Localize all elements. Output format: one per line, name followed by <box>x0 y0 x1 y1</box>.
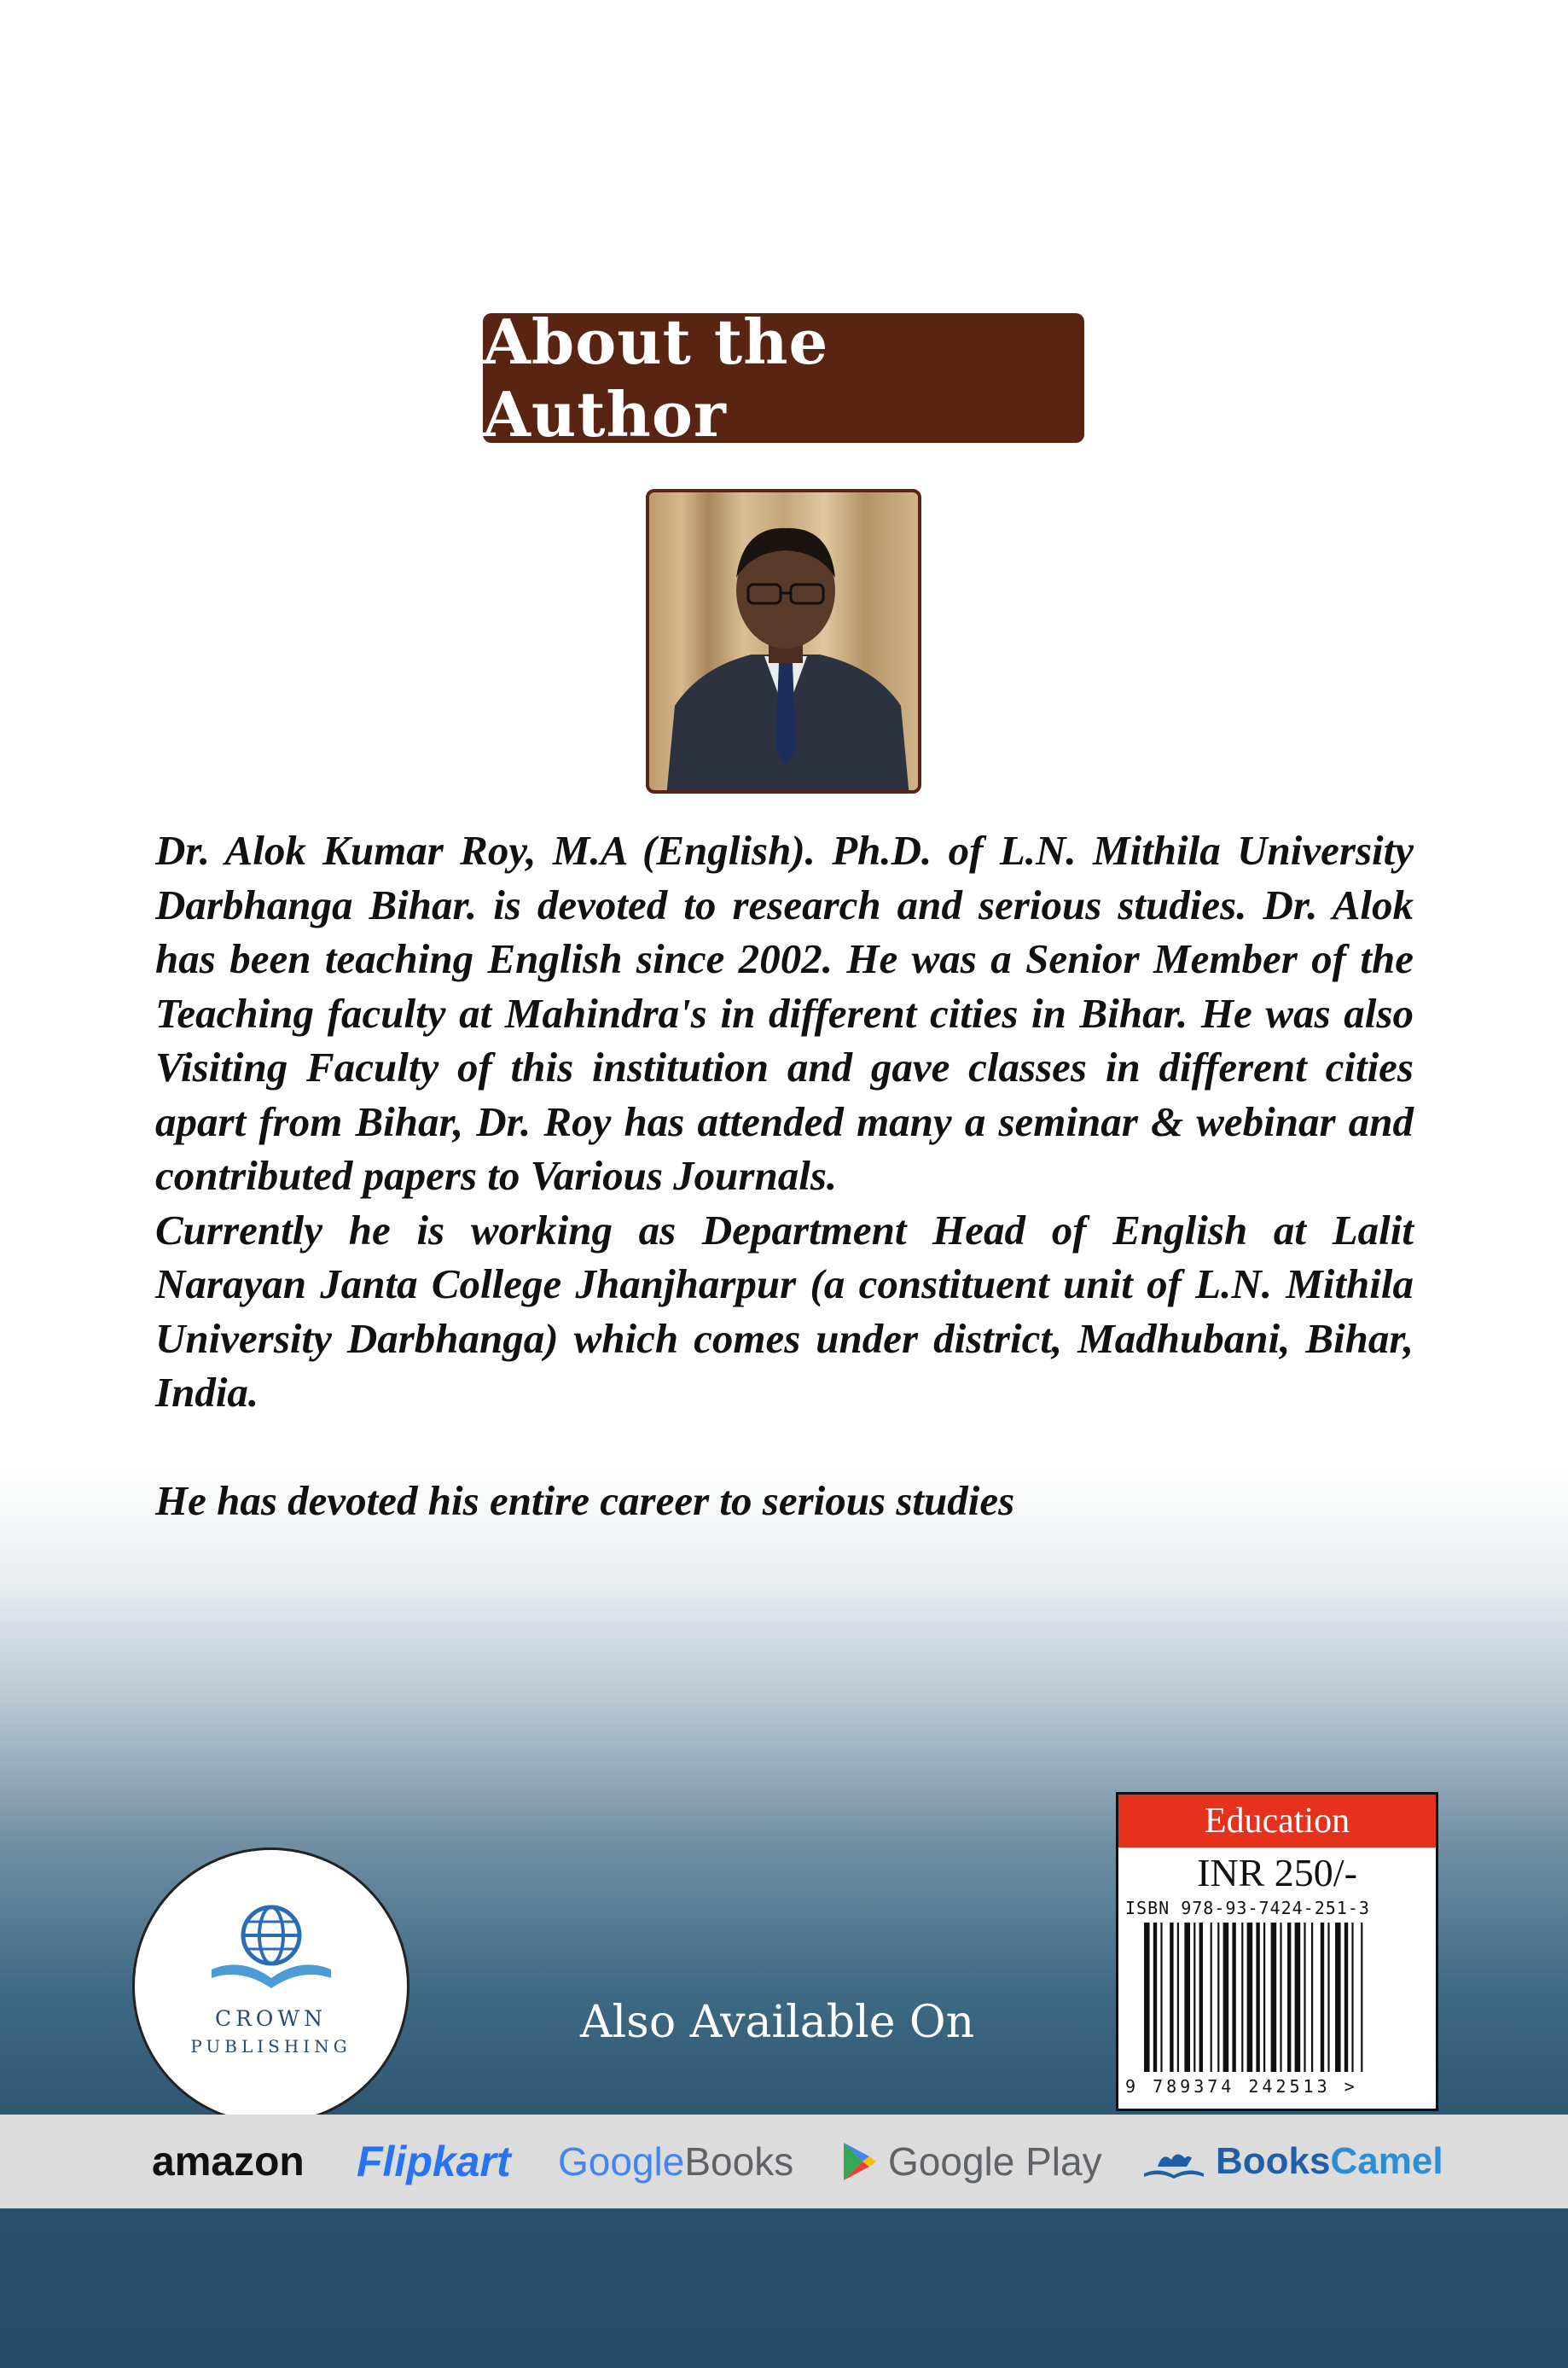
barcode-bar <box>1223 1923 1229 2072</box>
bio-paragraph-1: Dr. Alok Kumar Roy, M.A (English). Ph.D. of L.N. Mithila University Darbhanga Bihar. is devoted to research and serious studies. Dr. Alok has been teaching English since 2002. He was a Senior Member of the Teaching faculty at Mahindra's in different cities in Bihar. He was also Visiting Faculty of this institution and gave classes in different cities apart from Bihar, Dr. Roy has attended many a seminar & webinar and contributed papers to Various Journals. <box>155 827 1414 1199</box>
barcode-bar <box>1184 1923 1190 2072</box>
category-label: Education <box>1118 1795 1436 1847</box>
google-play-label: Google Play <box>888 2139 1102 2184</box>
barcode-bar <box>1199 1923 1203 2072</box>
barcode-bar <box>1153 1923 1157 2072</box>
barcode-bar <box>1304 1923 1305 2072</box>
camel-book-icon <box>1139 2143 1209 2180</box>
amazon-label: amazon <box>152 2138 305 2185</box>
barcode-bar <box>1241 1923 1243 2072</box>
author-portrait-image <box>649 492 921 794</box>
barcode-bar <box>1144 1923 1150 2072</box>
also-available-label: Also Available On <box>580 1997 975 2048</box>
barcode-bar <box>1170 1923 1173 2072</box>
about-author-heading: About the Author <box>483 313 1084 443</box>
barcode-bar <box>1361 1923 1362 2072</box>
bio-paragraph-2: Currently he is working as Department Head of English at Lalit Narayan Janta College Jhanjharpur (a constituent unit of L.N. Mithila University Darbhanga) which comes under district, Madhubani, Bihar, India. <box>155 1206 1414 1416</box>
amazon-logo[interactable] <box>152 2115 305 2208</box>
flipkart-logo[interactable] <box>357 2115 511 2208</box>
globe-book-icon <box>135 1850 412 2004</box>
barcode-bar <box>1280 1923 1281 2072</box>
barcode-bar <box>1351 1923 1353 2072</box>
barcode-bar <box>1327 1923 1329 2072</box>
price-isbn-box <box>1116 1792 1438 2111</box>
barcode-number: 9 789374 242513 > <box>1125 2076 1358 2097</box>
google-play-logo[interactable] <box>840 2115 1102 2208</box>
barcode-bar <box>1232 1923 1235 2072</box>
barcode-bar <box>1247 1923 1253 2072</box>
author-photo <box>646 489 921 794</box>
google-books-label-b: Books <box>684 2139 794 2184</box>
author-bio <box>155 823 1414 1527</box>
crown-publishing-logo <box>132 1847 409 2125</box>
barcode-bar <box>1321 1923 1324 2072</box>
barcode-bar <box>1217 1923 1219 2072</box>
bookscamel-label-a: Books <box>1216 2140 1331 2182</box>
barcode-bar <box>1335 1923 1341 2072</box>
flipkart-label: Flipkart <box>357 2138 511 2185</box>
barcode-bar <box>1256 1923 1259 2072</box>
play-triangle-icon <box>840 2140 878 2183</box>
barcode-bar <box>1177 1923 1179 2072</box>
barcode-bar <box>1287 1923 1291 2072</box>
barcode-bar <box>1263 1923 1265 2072</box>
barcode-bar <box>1271 1923 1277 2072</box>
isbn-label: ISBN 978-93-7424-251-3 <box>1125 1898 1370 1918</box>
barcode-bar <box>1295 1923 1301 2072</box>
google-books-label-a: Google <box>558 2139 685 2184</box>
bio-closing-line: He has devoted his entire career to serious studies <box>155 1476 1015 1524</box>
logo-text-crown: CROWN <box>214 2006 328 2031</box>
store-logo-bar <box>0 2115 1568 2208</box>
bookscamel-logo[interactable] <box>1139 2115 1443 2208</box>
barcode-bar <box>1311 1923 1313 2072</box>
bookscamel-label-b: Camel <box>1330 2140 1443 2182</box>
barcode-image <box>1144 1923 1417 2072</box>
barcode-bar <box>1193 1923 1195 2072</box>
price-label: INR 250/- <box>1197 1851 1357 1894</box>
barcode-bar <box>1211 1923 1212 2072</box>
google-books-logo[interactable] <box>558 2115 793 2208</box>
barcode-bar <box>1160 1923 1162 2072</box>
barcode-bar <box>1344 1923 1348 2072</box>
logo-text-publishing: PUBLISHING <box>190 2036 351 2057</box>
